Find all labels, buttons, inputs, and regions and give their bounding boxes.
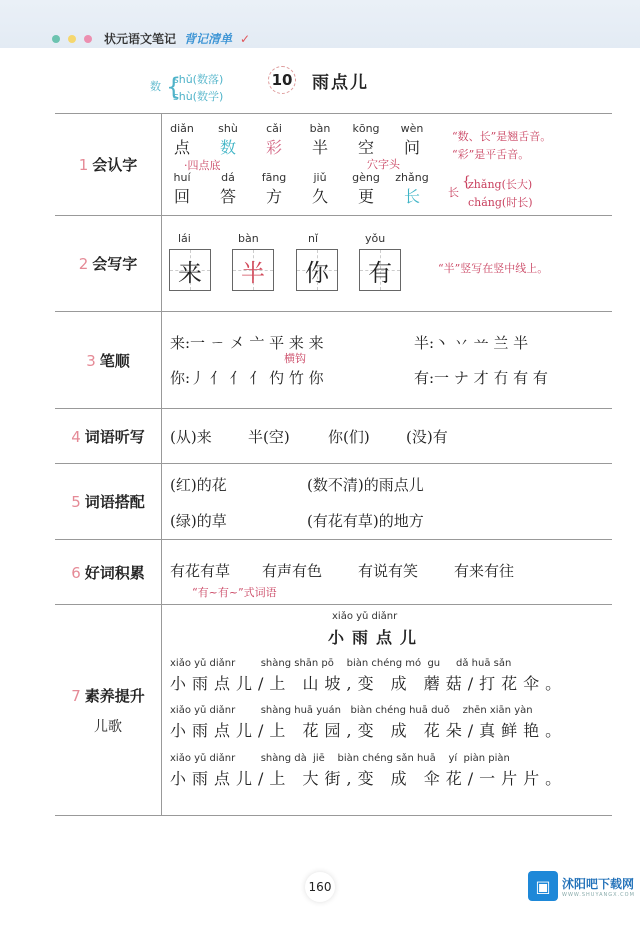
- brand-subtitle: 背记清单: [184, 32, 233, 46]
- poem-pinyin: xiǎo yǔ diǎnr shàng dà jiē biàn chéng sǎn huā yí piàn piàn: [170, 753, 510, 764]
- word: (没)有: [406, 428, 448, 446]
- section-good-words: [55, 540, 612, 605]
- char-cell: diǎn 点: [170, 122, 194, 157]
- phrase: (绿)的草: [170, 512, 227, 530]
- char-cell: bàn 半: [309, 122, 331, 157]
- annotation: “半”竖写在竖中线上。: [438, 262, 549, 275]
- section-label: 5 词语搭配: [55, 464, 162, 539]
- annotation: 长: [448, 186, 459, 199]
- watermark-text: 沭阳吧下载网: [562, 876, 635, 891]
- stroke-order: [162, 312, 612, 408]
- word: 有来有往: [454, 562, 515, 580]
- poem: [162, 605, 612, 815]
- section-nursery-rhyme: [55, 605, 612, 816]
- writing-box: 你: [296, 249, 338, 291]
- section-recognize: [55, 114, 612, 216]
- word: 有说有笑: [358, 562, 419, 580]
- brand-title: 状元语文笔记: [104, 32, 177, 46]
- polyphone-reading: shù(数学): [173, 90, 224, 103]
- word: 有声有色: [262, 562, 323, 580]
- poem-line: 小雨点儿/上 花园,变 成 花朵/真鲜艳。: [170, 721, 568, 740]
- poem-pinyin: xiǎo yǔ diǎnr shàng huā yuán biàn chéng huā duǒ zhēn xiān yàn: [170, 705, 533, 716]
- char-cell: cǎi 彩: [265, 122, 282, 157]
- page-number: 160: [305, 872, 335, 902]
- poem-line: 小雨点儿/上 山坡,变 成 蘑菇/打花伞。: [170, 674, 568, 693]
- lesson-title: 雨点儿: [312, 72, 369, 93]
- stroke-lai: 来:一 ㄧ 㐅 亠 平 来 来: [170, 334, 324, 352]
- char-cell: gèng 更: [352, 171, 380, 206]
- lesson-header: [268, 66, 369, 94]
- section-stroke-order: [55, 312, 612, 409]
- char-cell: shù 数: [218, 122, 238, 157]
- write-chars: [162, 216, 612, 311]
- pinyin: nǐ: [308, 232, 319, 245]
- phrase: (有花有草)的地方: [307, 512, 424, 530]
- good-words: [162, 540, 612, 604]
- stroke-ni: 你:丿 亻 亻 ⺅ 仢 竹 你: [170, 369, 324, 387]
- study-table: [55, 113, 612, 816]
- annotation: ·四点底: [184, 159, 221, 172]
- poem-title: 小雨点儿: [328, 628, 425, 647]
- section-collocation: [55, 464, 612, 540]
- collocation-pairs: [162, 464, 612, 539]
- char-cell: dá 答: [219, 171, 236, 206]
- section-write: [55, 216, 612, 312]
- char-cell: wèn 问: [400, 122, 424, 157]
- section-label: 3 笔顺: [55, 312, 162, 408]
- pinyin: bàn: [238, 232, 259, 245]
- section-label: 7 素养提升 儿歌: [55, 605, 162, 815]
- word: 半(空): [248, 428, 290, 446]
- poem-title-pinyin: xiǎo yǔ diǎnr: [332, 611, 398, 622]
- word: (从)来: [170, 428, 212, 446]
- book-header: [52, 30, 250, 47]
- annotation: “有~有~”式词语: [192, 586, 277, 599]
- char-cell: fāng 方: [261, 171, 287, 206]
- stroke-ban: 半:丶 丷 䒑 兰 半: [414, 334, 529, 352]
- phrase: (红)的花: [170, 476, 227, 494]
- writing-box: 半: [232, 249, 274, 291]
- word: 你(们): [328, 428, 370, 446]
- brace-icon: {: [166, 73, 182, 101]
- annotation: 穴字头: [367, 158, 400, 171]
- cube-icon: ▣: [528, 871, 558, 901]
- pinyin: yǒu: [365, 232, 386, 245]
- watermark: [528, 871, 635, 901]
- watermark-url: WWW.SHUYANGX.COM: [562, 891, 635, 898]
- writing-box: 有: [359, 249, 401, 291]
- dot-icon-yellow: [68, 35, 76, 43]
- poem-pinyin: xiǎo yǔ diǎnr shàng shān pō biàn chéng mó gu dǎ huā sǎn: [170, 658, 512, 669]
- annotation: “彩”是平舌音。: [452, 148, 530, 161]
- section-label: 6 好词积累: [55, 540, 162, 604]
- dot-icon-pink: [84, 35, 92, 43]
- section-label: 1 会认字: [55, 114, 162, 215]
- pinyin: lái: [178, 232, 191, 245]
- polyphone-reading: shǔ(数落): [173, 73, 224, 86]
- annotation: cháng(时长): [468, 196, 533, 209]
- char-cell: huí 回: [173, 171, 191, 206]
- annotation: 横钩: [284, 352, 306, 365]
- lesson-number: 10: [268, 66, 296, 94]
- section-label: 2 会写字: [55, 216, 162, 311]
- poem-line: 小雨点儿/上 大街,变 成 伞花/一片片。: [170, 769, 568, 788]
- char-cell: zhǎng 长: [395, 171, 429, 206]
- dictation-words: [162, 409, 612, 463]
- char-cell: kōng 空: [352, 122, 380, 157]
- phrase: (数不清)的雨点儿: [307, 476, 424, 494]
- section-dictation: [55, 409, 612, 464]
- annotation: “数、长”是翘舌音。: [452, 130, 552, 143]
- recognize-chars: [162, 114, 612, 215]
- char-cell: jiǔ 久: [311, 171, 328, 206]
- annotation: zhǎng(长大): [468, 178, 533, 191]
- stroke-you: 有:一 ナ 才 冇 有 有: [414, 369, 548, 387]
- word: 有花有草: [170, 562, 231, 580]
- section-sublabel: 儿歌: [94, 718, 122, 735]
- polyphone-char: 数: [150, 80, 161, 93]
- writing-box: 来: [169, 249, 211, 291]
- dot-icon-teal: [52, 35, 60, 43]
- brace-icon: {: [462, 174, 471, 190]
- check-icon: ✓: [240, 31, 251, 46]
- section-label: 4 词语听写: [55, 409, 162, 463]
